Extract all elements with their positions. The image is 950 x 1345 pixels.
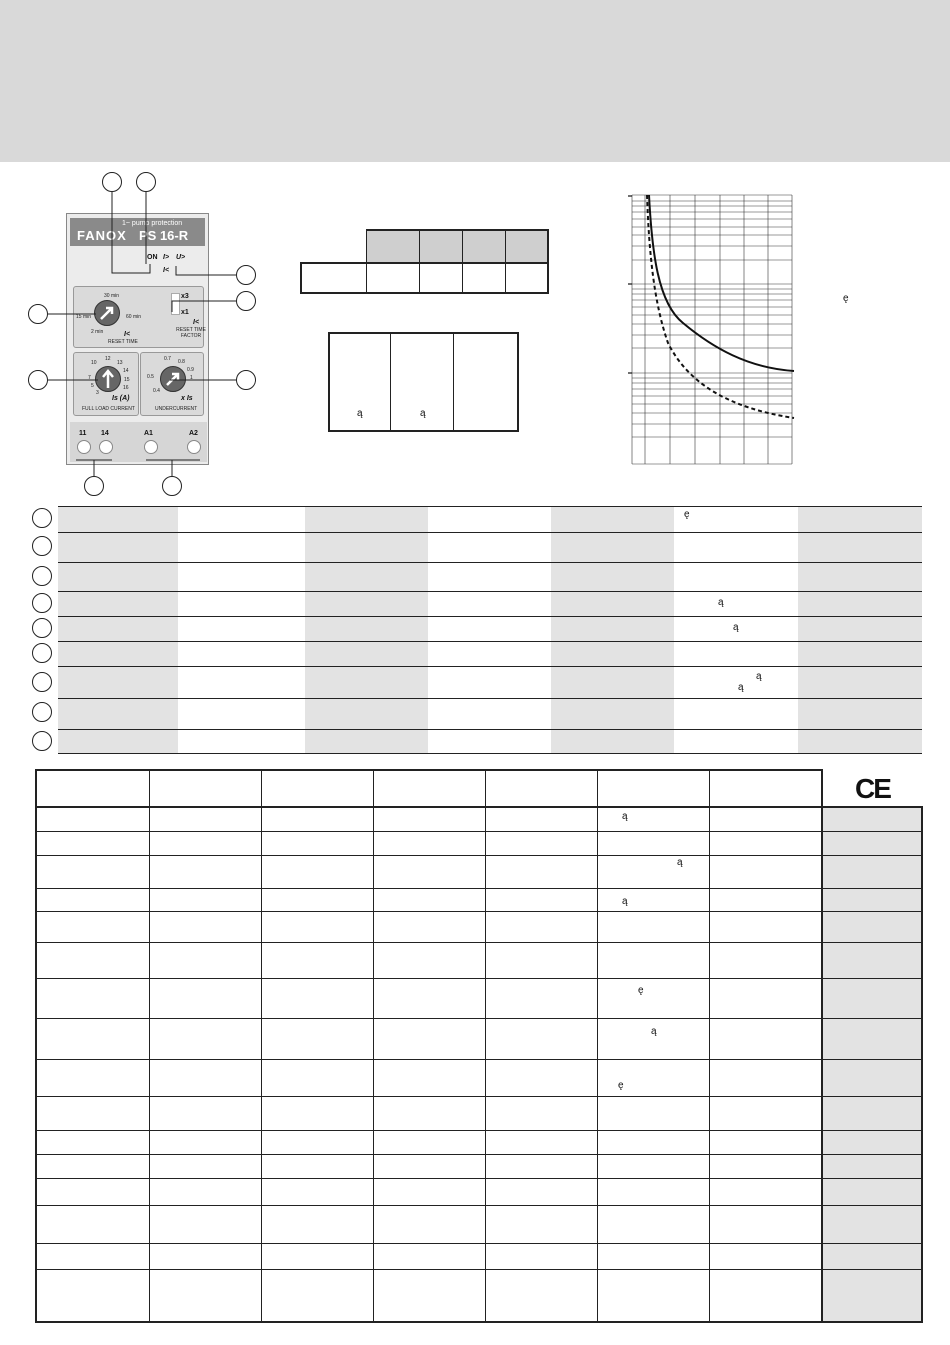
reset-factor-x3: x3 bbox=[181, 293, 189, 300]
device-subtitle: 1~ pump protection bbox=[122, 220, 183, 227]
table-glyph: ą bbox=[622, 896, 628, 907]
device-model: PS 16-R bbox=[139, 228, 189, 243]
row-marker bbox=[32, 672, 52, 692]
row-marker bbox=[32, 731, 52, 751]
row-marker bbox=[32, 536, 52, 556]
table-glyph: ę bbox=[638, 985, 644, 996]
led-voltage-label: U> bbox=[176, 254, 186, 261]
undercurrent-symbol: x Is bbox=[181, 395, 193, 402]
terminal-label-14: 14 bbox=[101, 430, 109, 437]
reset-time-30: 30 min bbox=[104, 293, 120, 299]
ce-mark: CE bbox=[855, 773, 890, 804]
table-glyph: ę bbox=[618, 1080, 624, 1091]
undercurrent-tick: 0.5 bbox=[147, 374, 154, 380]
full-load-tick: 12 bbox=[105, 356, 111, 362]
undercurrent-tick: 0.7 bbox=[164, 356, 171, 362]
full-load-tick: 16 bbox=[123, 385, 129, 391]
reset-factor-label: RESET TIME FACTOR bbox=[176, 327, 206, 339]
table-glyph: ą bbox=[756, 671, 762, 682]
undercurrent-tick: 0.8 bbox=[178, 359, 185, 365]
plot-glyph: ę bbox=[843, 293, 849, 304]
row-marker bbox=[32, 593, 52, 613]
callout-marker bbox=[102, 172, 122, 192]
full-load-tick: 14 bbox=[123, 368, 129, 374]
table-glyph: ą bbox=[622, 811, 628, 822]
led-undercurrent-label: I< bbox=[163, 267, 170, 274]
reset-factor-symbol: I< bbox=[193, 319, 200, 326]
terminal-label-a1: A1 bbox=[144, 430, 153, 437]
callout-marker bbox=[236, 291, 256, 311]
full-load-tick: 7 bbox=[88, 375, 91, 381]
terminal-label-a2: A2 bbox=[189, 430, 198, 437]
table-glyph: ą bbox=[357, 408, 363, 419]
callout-marker bbox=[84, 476, 104, 496]
full-load-tick: 5 bbox=[91, 383, 94, 389]
device-brand-logo: FANOX bbox=[77, 228, 127, 243]
callout-marker bbox=[162, 476, 182, 496]
spec-table bbox=[35, 769, 923, 1323]
table-glyph: ą bbox=[420, 408, 426, 419]
terminal-label-11: 11 bbox=[79, 430, 87, 437]
undercurrent-tick: 1 bbox=[190, 375, 193, 381]
undercurrent-tick: 0.4 bbox=[153, 388, 160, 394]
full-load-symbol: Is (A) bbox=[112, 395, 130, 402]
table-glyph: ą bbox=[738, 682, 744, 693]
full-load-tick: 10 bbox=[91, 360, 97, 366]
row-marker bbox=[32, 702, 52, 722]
small-table-bottom bbox=[328, 332, 519, 432]
callout-marker bbox=[236, 370, 256, 390]
undercurrent-label: UNDERCURRENT bbox=[155, 406, 198, 412]
callout-marker bbox=[28, 370, 48, 390]
full-load-label: FULL LOAD CURRENT bbox=[82, 406, 135, 412]
features-table bbox=[28, 504, 922, 754]
table-glyph: ą bbox=[677, 857, 683, 868]
row-marker bbox=[32, 566, 52, 586]
trip-curve-plot bbox=[628, 193, 796, 465]
reset-time-symbol: I< bbox=[124, 331, 131, 338]
table-glyph: ą bbox=[733, 622, 739, 633]
table-glyph: ą bbox=[718, 597, 724, 608]
table-glyph: ę bbox=[684, 509, 690, 520]
table-glyph: ą bbox=[651, 1026, 657, 1037]
reset-time-2: 2 min bbox=[91, 329, 104, 335]
callout-marker bbox=[236, 265, 256, 285]
callout-marker bbox=[136, 172, 156, 192]
reset-factor-x1: x1 bbox=[181, 309, 189, 316]
small-table-top bbox=[300, 229, 549, 294]
led-on-label: ON bbox=[147, 254, 158, 261]
full-load-tick: 3 bbox=[96, 390, 99, 396]
full-load-tick: 15 bbox=[124, 377, 130, 383]
row-marker bbox=[32, 643, 52, 663]
row-marker bbox=[32, 618, 52, 638]
header-band bbox=[0, 0, 950, 162]
reset-time-15: 15 min bbox=[76, 314, 92, 320]
row-marker bbox=[32, 508, 52, 528]
led-overcurrent-label: I> bbox=[163, 254, 170, 261]
undercurrent-tick: 0.9 bbox=[187, 367, 194, 373]
full-load-tick: 13 bbox=[117, 360, 123, 366]
reset-time-label: RESET TIME bbox=[108, 339, 138, 345]
callout-lines bbox=[0, 160, 270, 500]
callout-marker bbox=[28, 304, 48, 324]
reset-time-60: 60 min bbox=[126, 314, 142, 320]
